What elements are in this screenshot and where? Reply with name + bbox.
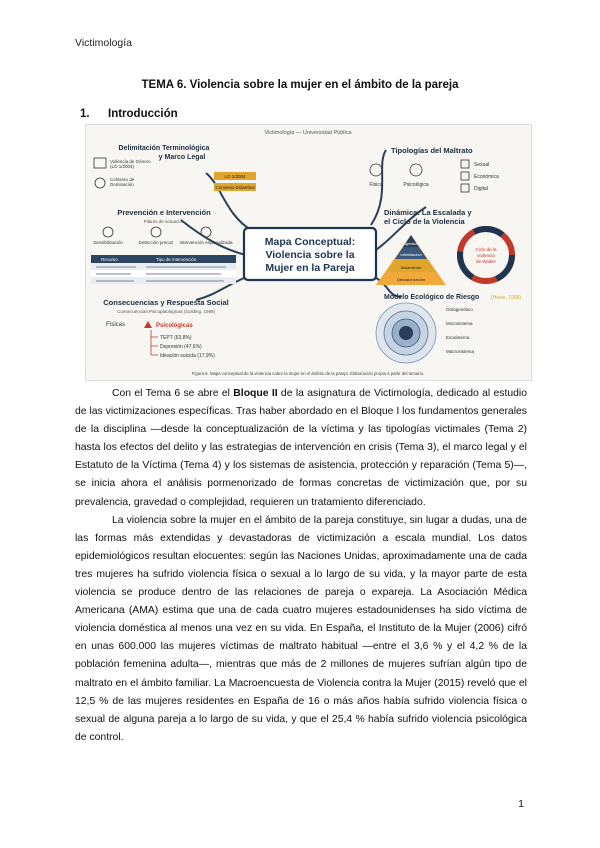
b5-item-1: TEPT (63,8%)	[160, 335, 192, 341]
law-book-icon	[94, 158, 106, 168]
b3-item-3: Intervención especializada	[179, 240, 233, 245]
b1-item-5: LO 1/2004	[224, 174, 246, 179]
section-heading	[80, 108, 178, 120]
b2-item-4: Económica	[474, 174, 499, 180]
b5-sub: Consecuencias Psicopatológicas (Golding, 1999)	[116, 309, 216, 314]
chapter-title: TEMA 6. Violencia sobre la mujer en el ámbito de la pareja	[141, 79, 459, 91]
center-line-2: Violencia sobre la	[265, 249, 355, 261]
b6-title: Modelo Ecológico de Riesgo	[384, 294, 480, 301]
b2-item-5: Digital	[474, 186, 488, 192]
brain-icon	[410, 164, 422, 176]
p1-bold-bloque: Bloque II	[233, 388, 278, 399]
p1-part-3: de la asignatura de Victimología, dedicado al estudio de las victimizaciones específicas. Tras haber abordado en el Bloque I los fundamentos generales de la disciplina —desde la conceptualización de la víctima y las tipologías victimales (Tema 2) hasta los efectos del delito y las estrategias de intervención en crisis (Tema 3), el marco legal y el Estatuto de la Víctima (Tema 4) y los sistemas de asistencia, protección y reparación (Tema 5)—, se inicia ahora el análisis pormenorizado de formas concretas de victimización que, por su prevalencia, gravedad o complejidad, requieren un tratamiento diferenciado.	[75, 388, 528, 508]
people-icon	[95, 178, 105, 188]
b4-title-2: el Ciclo de la Violencia	[384, 217, 465, 226]
body-text	[75, 385, 527, 747]
b6-level-4: Macrosistema	[446, 349, 475, 354]
megaphone-icon	[103, 227, 113, 237]
paragraph-1	[75, 385, 527, 512]
b6-cite: (Heise, 1998)	[491, 295, 522, 301]
section-label: Introducción	[108, 108, 178, 120]
sexual-icon	[461, 160, 469, 168]
p1-part-1: Con el Tema 6 se abre el	[112, 388, 234, 399]
b2-title: Tipologías del Maltrato	[391, 146, 473, 155]
phone-icon	[461, 184, 469, 192]
b6-level-2: Microsistema	[446, 321, 473, 326]
b1-title-2: y Marco Legal	[158, 154, 206, 161]
running-header: Victimología	[75, 37, 133, 49]
table-head-1: Recurso	[101, 257, 118, 262]
b5-fisicas: Físicas	[106, 322, 126, 328]
concept-map-figure	[85, 124, 532, 381]
figure-top-label: Victimología — Universidad Pública	[264, 130, 352, 136]
cycle-2: violencia	[477, 253, 495, 258]
b1-item-1: Violencia de Género	[110, 159, 151, 164]
magnifier-icon	[151, 227, 161, 237]
money-icon	[461, 172, 469, 180]
b3-item-2: Detección precoz	[138, 240, 174, 245]
pyr-4: Desvalorización	[396, 277, 426, 282]
table-head-2: Tipo de intervención	[156, 257, 197, 262]
b2-item-2: Psicológica	[403, 182, 429, 188]
b2-item-1: Física	[369, 182, 383, 188]
concept-map-svg	[86, 125, 531, 380]
b3-title: Prevención e Intervención	[117, 208, 211, 217]
b2-item-3: Sexual	[474, 162, 490, 168]
b1-item-6: Convenio Estambul	[215, 185, 255, 190]
b3-item-1: Sensibilización	[93, 240, 123, 245]
pyr-2: Intimidación	[400, 252, 422, 257]
b3-sub: Pilares de actuación	[143, 219, 185, 224]
paragraph-2	[75, 512, 527, 747]
b1-item-4: Dominación	[110, 182, 134, 187]
cycle-1: Ciclo de la	[475, 247, 497, 252]
figure-caption: Figura 6. Mapa conceptual de la violencia sobre la mujer en el ámbito de la pareja. Elaboración propia a partir del temario.	[191, 371, 425, 376]
pyr-3: Aislamiento	[400, 265, 422, 270]
cycle-3: de Walker	[475, 259, 497, 264]
b5-title: Consecuencias y Respuesta Social	[103, 298, 229, 307]
b5-psic: Psicológicas	[156, 323, 193, 329]
b6-level-1: Ontogenético	[446, 307, 473, 312]
fist-icon	[370, 164, 382, 176]
handshake-icon	[201, 227, 211, 237]
b5-item-3: Ideación suicida (17,9%)	[160, 353, 215, 359]
section-number: 1.	[80, 108, 90, 120]
b5-item-2: Depresión (47,6%)	[160, 344, 202, 350]
p2-text: La violencia sobre la mujer en el ámbito de la pareja constituye, sin lugar a dudas, una de las formas más extendidas y devastadoras de victimización a escala mundial. Los datos epidemiológicos resultan elocuentes: según las Naciones Unidas, aproximadamente una de cada tres mujeres ha sufrido violencia física o sexual a lo largo de su vida, y la mayor parte de esta violencia se produce dentro de las relaciones de pareja o expareja. La Asociación Médica Americana (AMA) estima que una de cada cuatro mujeres estadounidenses ha sido víctima de violencia doméstica al menos una vez en su vida. En España, el Instituto de la Mujer (2006) cifró en unas 600.000 las mujeres víctimas de maltrato habitual —entre el 3,6 % y el 4,2 % de la población femenina adulta—, mientras que más de 2 millones de mujeres sufrían algún tipo de maltrato en el ámbito familiar. La Macroencuesta de Violencia contra la Mujer (2015) reveló que el 12,5 % de las mujeres residentes en España de 16 o más años había sufrido violencia física o sexual de alguna pareja a lo largo de su vida, y que el 25,4 % había sufrido violencia psicológica de control.	[75, 514, 527, 743]
pyr-1: Agresión	[403, 241, 419, 246]
page-number: 1	[518, 798, 524, 810]
b1-item-3: Contexto de	[110, 177, 135, 182]
eco-ring-onto	[399, 326, 413, 340]
b1-title-1: Delimitación Terminológica	[118, 145, 210, 152]
b4-title-1: Dinámica: La Escalada y	[384, 208, 472, 217]
warning-icon	[144, 321, 152, 328]
center-line-3: Mujer en la Pareja	[265, 262, 355, 274]
b1-item-2: (LO 1/2004)	[110, 164, 135, 169]
center-line-1: Mapa Conceptual:	[264, 236, 356, 248]
consequence-tree	[151, 330, 158, 355]
b6-level-3: Exosistema	[446, 335, 470, 340]
